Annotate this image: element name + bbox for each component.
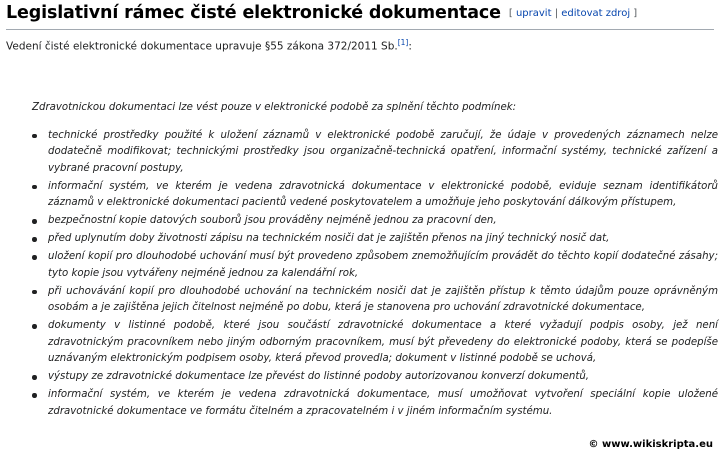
conditions-list [30, 128, 718, 421]
edit-link[interactable]: upravit [515, 8, 552, 19]
bullet-icon [32, 324, 37, 329]
watermark: © www.wikiskripta.eu [588, 439, 713, 450]
bullet-icon [32, 134, 37, 139]
list-item-text: informační systém, ve kterém je vedena zdravotnická dokumentace v elektronické podobě, eviduje seznam identifikátorů záznamů v elektronické dokumentaci pacientů vedené poskytovatelem a umožňuje jeho poskytování dálkovým přístupem, [48, 180, 718, 208]
intro-suffix: : [408, 40, 412, 53]
list-item [30, 179, 718, 212]
edit-open-bracket: [ [508, 8, 513, 19]
section-title: Legislativní rámec čisté elektronické dokumentace [6, 3, 501, 23]
bullet-icon [32, 219, 37, 224]
list-item [30, 231, 718, 248]
bullet-icon [32, 255, 37, 260]
list-item [30, 249, 718, 282]
bullet-icon [32, 290, 37, 295]
edit-section-links [509, 8, 637, 19]
intro-paragraph [6, 38, 412, 53]
list-item-text: informační systém, ve kterém je vedena zdravotnická dokumentace, musí umožňovat vytvoření speciální kopie uložené zdravotnické dokumentace ve formátu čitelném a zpracovatelném i v jiném informačním systému. [48, 389, 718, 417]
list-item-text: před uplynutím doby životnosti zápisu na technickém nosiči dat je zajištěn přenos na jiný technický nosič dat, [48, 233, 610, 244]
list-item [30, 213, 718, 230]
list-item-text: dokumenty v listinné podobě, které jsou součástí zdravotnické dokumentace a které vyžadují podpis osoby, jež není zdravotnickým pracovníkem nebo jiným odborným pracovníkem, musí být převedeny do elektronické podoby, která se podepíše uznávaným elektronickým podpisem osoby, která převod provedla; dokument v listinné podobě se uchová, [48, 320, 718, 364]
bullet-icon [32, 185, 37, 190]
section-heading [6, 3, 714, 30]
law-quote [30, 100, 718, 422]
list-item [30, 128, 718, 178]
list-item-text: při uchovávání kopií pro dlouhodobé uchování na technickém nosiči dat je zajištěn přístup k těmto údajům pouze oprávněným osobám a je zajištěna jejich čitelnost nejméně po dobu, která je stanovena pro uchování zdravotnické dokumentace, [48, 285, 718, 313]
reference-superscript [398, 38, 409, 48]
list-item-text: bezpečnostní kopie datových souborů jsou prováděny nejméně jednou za pracovní den, [48, 215, 497, 226]
list-item-text: technické prostředky použité k uložení záznamů v elektronické podobě zaručují, že údaje v provedených záznamech nelze dodatečně modifikovat; technickými prostředky jsou organizačně-technická opatření, informační systémy, technické zařízení a vybrané pracovní postupy, [48, 129, 718, 174]
list-item-text: uložení kopií pro dlouhodobé uchování musí být provedeno způsobem znemožňujícím provádět do těchto kopií dodatečné zásahy; tyto kopie jsou vytvářeny nejméně jednou za kalendářní rok, [48, 251, 718, 279]
edit-close-bracket: ] [633, 8, 638, 19]
list-item [30, 318, 718, 368]
bullet-icon [32, 393, 37, 398]
quote-lead: Zdravotnickou dokumentaci lze vést pouze v elektronické podobě za splnění těchto podmínek: [32, 102, 517, 113]
bullet-icon [32, 375, 37, 380]
bullet-icon [32, 237, 37, 242]
reference-link[interactable]: [1] [397, 38, 409, 47]
edit-separator: | [554, 8, 559, 19]
list-item [30, 387, 718, 420]
list-item-text: výstupy ze zdravotnické dokumentace lze převést do listinné podoby autorizovanou konverzí dokumentů, [48, 371, 590, 382]
list-item [30, 284, 718, 317]
intro-text: Vedení čisté elektronické dokumentace upravuje §55 zákona 372/2011 Sb. [6, 40, 398, 53]
list-item [30, 369, 718, 386]
edit-source-link[interactable]: editovat zdroj [561, 8, 631, 19]
